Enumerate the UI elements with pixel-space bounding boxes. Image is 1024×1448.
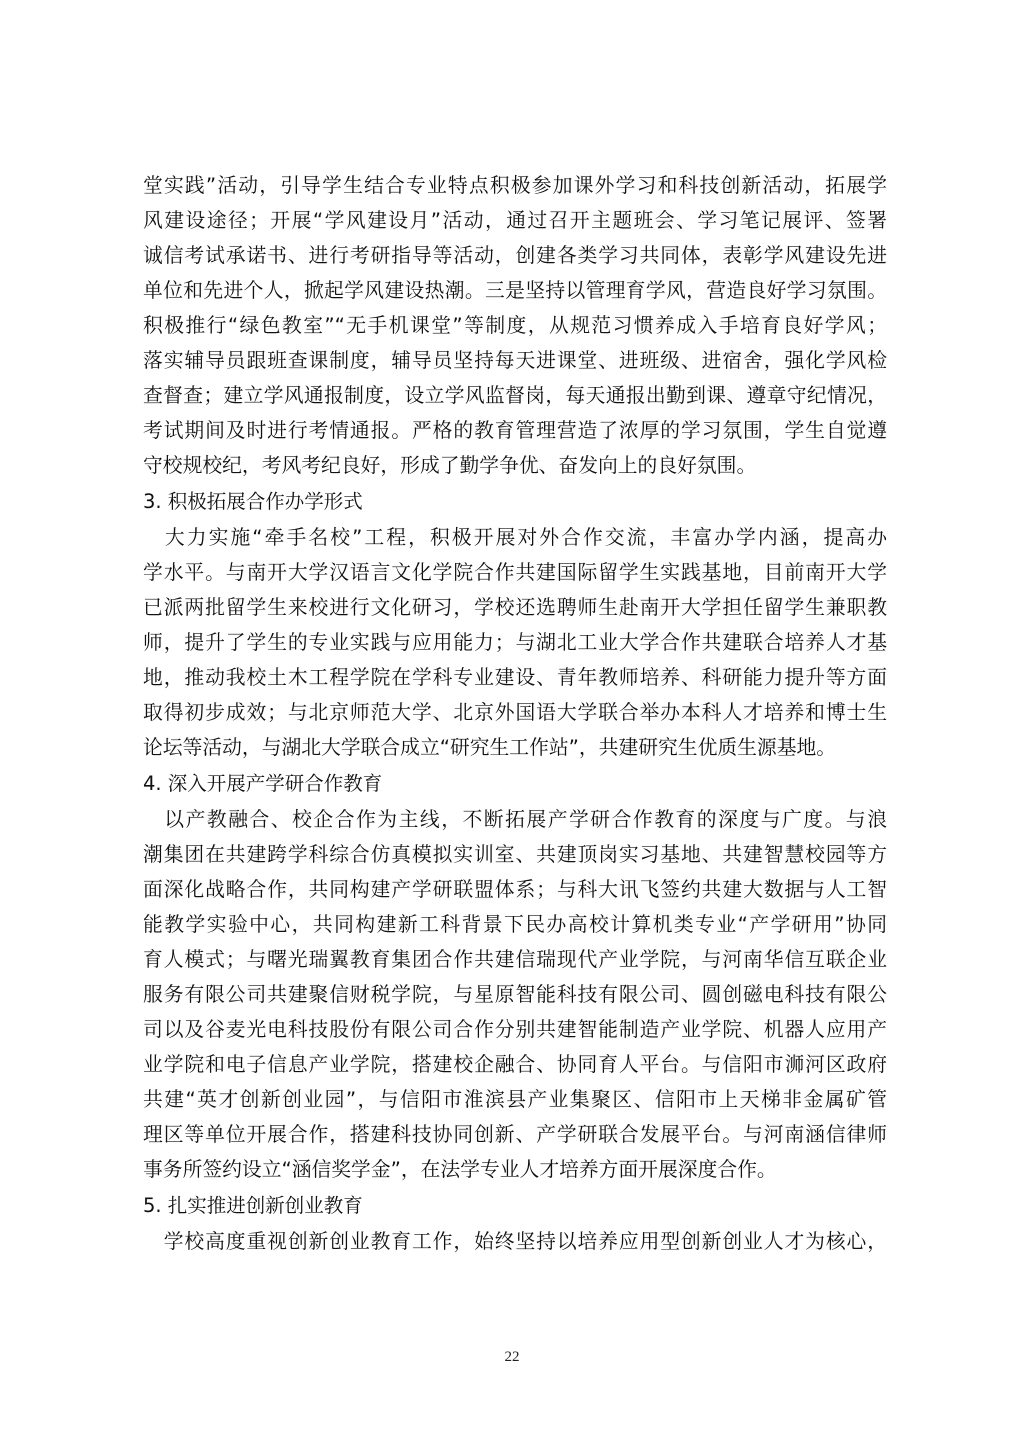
text-line: 服务有限公司共建聚信财税学院，与星原智能科技有限公司、圆创磁电科技有限公 <box>143 983 887 1006</box>
text-line: 考试期间及时进行考情通报。严格的教育管理营造了浓厚的学习氛围，学生自觉遵 <box>143 419 887 442</box>
text-line: 地，推动我校土木工程学院在学科专业建设、青年教师培养、科研能力提升等方面 <box>143 666 887 689</box>
text-line: 以产教融合、校企合作为主线，不断拓展产学研合作教育的深度与广度。与浪 <box>143 808 887 831</box>
text-line: 事务所签约设立“涵信奖学金”，在法学专业人才培养方面开展深度合作。 <box>143 1158 777 1181</box>
page-number: 22 <box>504 1349 520 1365</box>
section-heading: 5. 扎实推进创新创业教育 <box>143 1194 363 1217</box>
text-line: 能教学实验中心，共同构建新工科背景下民办高校计算机类专业“产学研用”协同 <box>143 913 887 936</box>
text-line: 论坛等活动，与湖北大学联合成立“研究生工作站”，共建研究生优质生源基地。 <box>143 736 837 759</box>
text-line: 守校规校纪，考风考纪良好，形成了勤学争优、奋发向上的良好氛围。 <box>143 454 757 477</box>
text-line: 学水平。与南开大学汉语言文化学院合作共建国际留学生实践基地，目前南开大学 <box>143 561 887 584</box>
text-line: 风建设途径；开展“学风建设月”活动，通过召开主题班会、学习笔记展评、签署 <box>143 209 887 232</box>
text-line: 潮集团在共建跨学科综合仿真模拟实训室、共建顶岗实习基地、共建智慧校园等方 <box>143 843 887 866</box>
text-line: 理区等单位开展合作，搭建科技协同创新、产学研联合发展平台。与河南涵信律师 <box>143 1123 887 1146</box>
text-line: 师，提升了学生的专业实践与应用能力；与湖北工业大学合作共建联合培养人才基 <box>143 631 887 654</box>
section-heading: 4. 深入开展产学研合作教育 <box>143 772 383 795</box>
text-line: 学校高度重视创新创业教育工作，始终坚持以培养应用型创新创业人才为核心， <box>143 1230 887 1253</box>
text-line: 诚信考试承诺书、进行考研指导等活动，创建各类学习共同体，表彰学风建设先进 <box>143 244 887 267</box>
text-line: 共建“英才创新创业园”，与信阳市淮滨县产业集聚区、信阳市上天梯非金属矿管 <box>143 1088 887 1111</box>
text-line: 司以及谷麦光电科技股份有限公司合作分别共建智能制造产业学院、机器人应用产 <box>143 1018 887 1041</box>
text-line: 取得初步成效；与北京师范大学、北京外国语大学联合举办本科人才培养和博士生 <box>143 701 887 724</box>
text-line: 落实辅导员跟班查课制度，辅导员坚持每天进课堂、进班级、进宿舍，强化学风检 <box>143 349 887 372</box>
text-line: 单位和先进个人，掀起学风建设热潮。三是坚持以管理育学风，营造良好学习氛围。 <box>143 279 887 302</box>
text-line: 育人模式；与曙光瑞翼教育集团合作共建信瑞现代产业学院，与河南华信互联企业 <box>143 948 887 971</box>
text-line: 已派两批留学生来校进行文化研习，学校还选聘师生赴南开大学担任留学生兼职教 <box>143 596 887 619</box>
text-line: 面深化战略合作，共同构建产学研联盟体系；与科大讯飞签约共建大数据与人工智 <box>143 878 887 901</box>
text-line: 堂实践”活动，引导学生结合专业特点积极参加课外学习和科技创新活动，拓展学 <box>143 174 887 197</box>
text-line: 查督查；建立学风通报制度，设立学风监督岗，每天通报出勤到课、遵章守纪情况， <box>143 384 887 407</box>
text-line: 大力实施“牵手名校”工程，积极开展对外合作交流，丰富办学内涵，提高办 <box>143 526 887 549</box>
text-line: 积极推行“绿色教室”“无手机课堂”等制度，从规范习惯养成入手培育良好学风； <box>143 314 887 337</box>
section-heading: 3. 积极拓展合作办学形式 <box>143 490 363 513</box>
text-line: 业学院和电子信息产业学院，搭建校企融合、协同育人平台。与信阳市浉河区政府 <box>143 1053 887 1076</box>
